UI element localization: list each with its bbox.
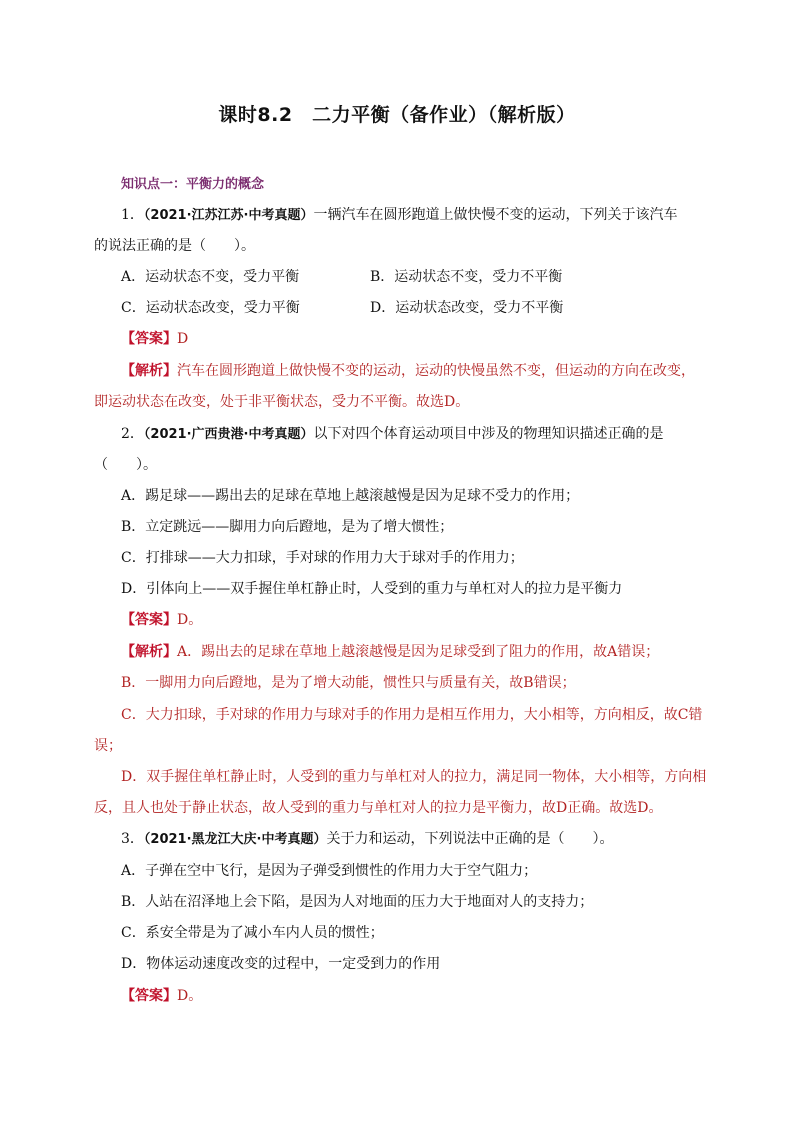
option-b: B．人站在沼泽地上会下陷，是因为人对地面的压力大于地面对人的支持力； [121,894,594,910]
option-d: D．引体向上——双手握住单杠静止时，人受到的重力与单杠对人的拉力是平衡力 [121,581,623,597]
question-1-stem [121,205,677,226]
answer-1 [121,329,188,349]
answer-3 [121,986,202,1006]
answer-tag: 【答案】 [121,331,177,347]
question-2-stem-cont: （ ）。 [94,457,157,473]
question-text: 一辆汽车在圆形跑道上做快慢不变的运动，下列关于该汽车 [313,207,678,223]
question-text: 关于力和运动，下列说法中正确的是（ ）。 [326,831,614,847]
answer-value: D。 [177,988,203,1004]
page-title: 课时8.2 二力平衡（备作业）（解析版） [218,104,576,126]
section-heading: 知识点一：平衡力的概念 [121,177,265,192]
answer-2 [121,610,202,630]
question-source: （2021·广西贵港·中考真题） [143,427,314,442]
option-a: A．运动状态不变，受力平衡 [121,269,300,285]
option-c: C．运动状态改变，受力平衡 [121,300,300,316]
question-1-stem-cont: 的说法正确的是（ ）。 [94,238,255,254]
option-d: D．物体运动速度改变的过程中，一定受到力的作用 [121,956,441,972]
analysis-tag: 【解析】 [121,363,177,379]
option-c: C．系安全带是为了减小车内人员的惯性； [121,925,384,941]
option-c: C．打排球——大力扣球，手对球的作用力大于球对手的作用力； [121,550,524,566]
analysis-2-b: B．一脚用力向后蹬地，是为了增大动能，惯性只与质量有关，故B错误； [121,675,576,691]
analysis-text: A．踢出去的足球在草地上越滚越慢是因为足球受到了阻力的作用，故A错误； [177,644,660,660]
question-2-stem [121,424,663,445]
question-number: 2． [121,426,144,442]
answer-value: D [177,331,189,347]
option-b: B．立定跳远——脚用力向后蹬地，是为了增大惯性； [121,519,454,535]
analysis-tag: 【解析】 [121,644,177,660]
analysis-1-cont: 即运动状态在改变，处于非平衡状态，受力不平衡。故选D。 [94,394,470,410]
option-d: D．运动状态改变，受力不平衡 [370,300,564,316]
option-b: B．运动状态不变，受力不平衡 [370,269,563,285]
analysis-1 [121,361,695,381]
analysis-2 [121,642,659,662]
analysis-2-d: D．双手握住单杠静止时，人受到的重力与单杠对人的拉力，满足同一物体，大小相等，方向相 [121,769,707,785]
question-text: 以下对四个体育运动项目中涉及的物理知识描述正确的是 [313,426,664,442]
analysis-2-c-cont: 误； [94,738,122,754]
answer-tag: 【答案】 [121,988,177,1004]
question-3-stem [121,829,613,850]
analysis-2-d-cont: 反，且人也处于静止状态，故人受到的重力与单杠对人的拉力是平衡力，故D正确。故选D。 [94,800,663,816]
answer-value: D。 [177,612,203,628]
question-number: 3． [121,831,144,847]
answer-tag: 【答案】 [121,612,177,628]
question-number: 1． [121,207,144,223]
analysis-text: 汽车在圆形跑道上做快慢不变的运动，运动的快慢虽然不变，但运动的方向在改变， [177,363,695,379]
option-a: A．踢足球——踢出去的足球在草地上越滚越慢是因为足球不受力的作用； [121,488,580,504]
analysis-2-c: C．大力扣球，手对球的作用力与球对手的作用力是相互作用力，大小相等，方向相反，故C错 [121,707,703,723]
option-a: A．子弹在空中飞行，是因为子弹受到惯性的作用力大于空气阻力； [121,863,538,879]
question-source: （2021·黑龙江大庆·中考真题） [143,832,327,847]
question-source: （2021·江苏江苏·中考真题） [143,208,314,223]
